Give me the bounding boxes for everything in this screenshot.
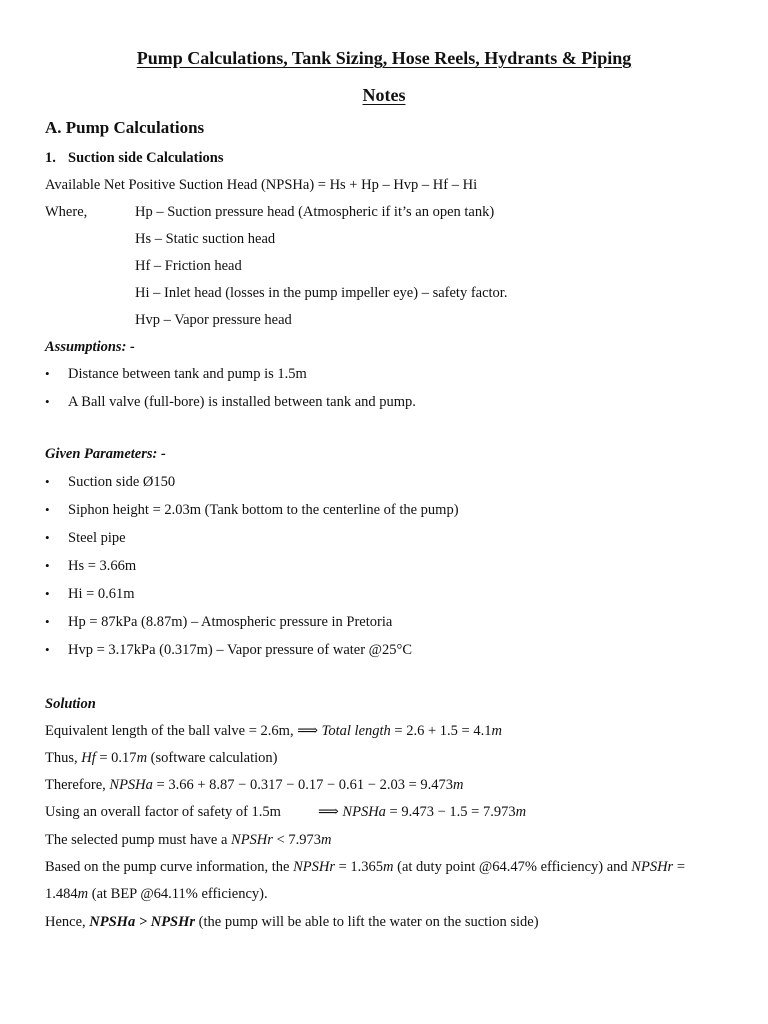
math-unit: m — [515, 804, 527, 820]
bullet-icon: • — [45, 586, 50, 601]
math-expression: = 2.6 + 1.5 = 4.1 — [390, 723, 492, 739]
solution-line-bep — [45, 885, 268, 903]
npsha-definition: Available Net Positive Suction Head (NPSHa) = Hs + Hp – Hvp – Hf – Hi — [45, 177, 478, 193]
definition-hvp: Hvp – Vapor pressure head — [135, 312, 292, 328]
given-item: Steel pipe — [68, 530, 126, 546]
assumption-item: Distance between tank and pump is 1.5m — [68, 366, 307, 382]
document-title-notes: Notes — [362, 85, 406, 105]
math-expression: = — [673, 859, 686, 875]
math-variable: NPSHa — [342, 804, 386, 820]
math-expression: 1.484 — [45, 886, 78, 902]
given-item: Hs = 3.66m — [68, 558, 137, 574]
math-expression: < 7.973 — [272, 832, 321, 848]
math-expression: = 0.17 — [95, 750, 137, 766]
solution-line-conclusion — [45, 913, 539, 931]
assumptions-heading: Assumptions: - — [45, 339, 135, 355]
math-unit: m — [383, 859, 394, 875]
math-variable: Total length — [321, 723, 391, 739]
definition-hp: Hp – Suction pressure head (Atmospheric if it’s an open tank) — [135, 204, 495, 220]
solution-line-total-length — [45, 722, 502, 740]
math-variable: NPSHa — [89, 914, 136, 930]
bullet-icon: • — [45, 530, 50, 545]
given-parameters-heading: Given Parameters: - — [45, 446, 166, 462]
math-expression: = 9.473 − 1.5 = 7.973 — [385, 804, 516, 820]
assumption-item: A Ball valve (full-bore) is installed between tank and pump. — [68, 394, 416, 410]
solution-text: Based on the pump curve information, the — [45, 859, 294, 875]
bullet-icon: • — [45, 366, 50, 381]
subsection-heading-suction: Suction side Calculations — [68, 150, 224, 166]
document-title: Pump Calculations, Tank Sizing, Hose Reels, Hydrants & Piping — [136, 48, 632, 68]
bullet-icon: • — [45, 474, 50, 489]
solution-text: Hence, — [45, 914, 90, 930]
solution-text: The selected pump must have a — [45, 832, 232, 848]
math-variable: NPSHa — [109, 777, 153, 793]
solution-line-safety-factor — [45, 803, 281, 821]
solution-text: Using an overall factor of safety of 1.5m — [45, 804, 281, 820]
math-variable: NPSHr — [150, 914, 196, 930]
definition-hs: Hs – Static suction head — [135, 231, 276, 247]
bullet-icon: • — [45, 558, 50, 573]
bullet-icon: • — [45, 614, 50, 629]
math-unit: m — [453, 777, 464, 793]
given-item: Hvp = 3.17kPa (0.317m) – Vapor pressure of water @25°C — [68, 642, 412, 658]
solution-text: (at duty point @64.47% efficiency) and — [393, 859, 632, 875]
subsection-number: 1. — [45, 150, 56, 166]
bullet-icon: • — [45, 642, 50, 657]
solution-line-npsha-calc — [45, 776, 464, 794]
math-expression: = 3.66 + 8.87 − 0.317 − 0.17 − 0.61 − 2.03 = 9.473 — [152, 777, 454, 793]
math-variable: NPSHr — [231, 832, 273, 848]
math-operator: > — [135, 914, 151, 930]
math-variable: NPSHr — [293, 859, 335, 875]
solution-line-npshr-requirement — [45, 831, 331, 849]
section-heading-pump-calculations: A. Pump Calculations — [45, 118, 205, 137]
solution-text: (at BEP @64.11% efficiency). — [88, 886, 268, 902]
solution-text: Thus, — [45, 750, 82, 766]
math-unit: m — [136, 750, 148, 766]
solution-line-friction-head — [45, 749, 277, 767]
definition-hi: Hi – Inlet head (losses in the pump impeller eye) – safety factor. — [135, 285, 508, 301]
given-item: Suction side Ø150 — [68, 474, 176, 490]
solution-line-pump-curve — [45, 858, 685, 876]
given-item: Hi = 0.61m — [68, 586, 135, 602]
given-item: Siphon height = 2.03m (Tank bottom to the centerline of the pump) — [68, 502, 459, 518]
solution-heading: Solution — [45, 696, 96, 712]
solution-text: Therefore, — [45, 777, 110, 793]
solution-text: (the pump will be able to lift the water on the suction side) — [195, 914, 539, 930]
math-variable: NPSHr — [631, 859, 674, 875]
math-expression: = 1.365 — [334, 859, 384, 875]
math-unit: m — [321, 832, 332, 848]
solution-line-safety-factor-result — [318, 803, 526, 821]
where-label: Where, — [45, 204, 88, 220]
bullet-icon: • — [45, 394, 50, 409]
math-variable: Hf — [81, 750, 96, 766]
math-unit: m — [491, 723, 502, 739]
given-item: Hp = 87kPa (8.87m) – Atmospheric pressure in Pretoria — [68, 614, 393, 630]
definition-hf: Hf – Friction head — [135, 258, 242, 274]
solution-text: Equivalent length of the ball valve = 2.6m, ⟹ — [45, 723, 318, 739]
bullet-icon: • — [45, 502, 50, 517]
implies-arrow: ⟹ — [318, 804, 339, 820]
solution-text: (software calculation) — [147, 750, 278, 766]
math-unit: m — [77, 886, 89, 902]
